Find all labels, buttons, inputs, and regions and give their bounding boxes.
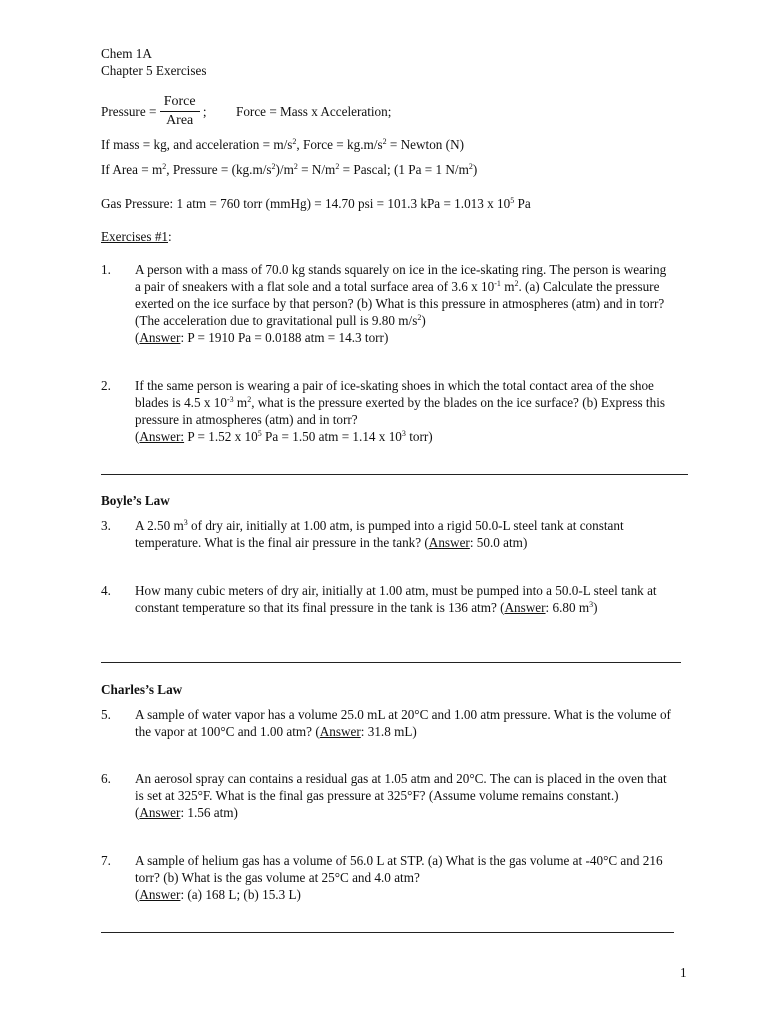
item-number: 5. [101, 707, 111, 722]
page-number: 1 [680, 965, 687, 980]
pressure-label: Pressure = [101, 104, 157, 119]
answer-line: (Answer: P = 1910 Pa = 0.0188 atm = 14.3 torr) [135, 330, 389, 345]
section-divider [101, 662, 681, 663]
section-divider [101, 474, 688, 475]
area-units-line: If Area = $m^2$, Pressure = $(kg.m/s^2)/m^2 = N/m^2$ = Pascal; (1 Pa = 1 $N/m^2$) [101, 162, 478, 177]
answer-line: (Answer: P = 1.52 x $10^5$ Pa = 1.50 atm = 1.14 x $10^3$ torr) [135, 429, 433, 444]
item-number: 6. [101, 771, 111, 786]
mass-units-line: If mass = kg, and acceleration = $m/s^2$, Force = $kg.m/s^2$ = Newton (N) [101, 137, 464, 152]
chapter-title: Chapter 5 Exercises [101, 63, 207, 78]
item-number: 4. [101, 583, 111, 598]
gas-pressure-conversions: Gas Pressure: 1 atm = 760 torr (mmHg) = 14.70 psi = 101.3 kPa = 1.013 x $10^5$ Pa [101, 196, 531, 211]
item-body: An aerosol spray can contains a residual gas at 1.05 atm and 20°C. The can is placed in the oven that is set at 325°F. What is the final gas pressure at 325°F? (Assume volume remains constant.) (Answer: 1.56 atm) [135, 771, 667, 820]
fraction-semicolon: ; [202, 104, 207, 119]
item-number: 7. [101, 853, 111, 868]
pressure-formula [101, 93, 207, 130]
item-number: 2. [101, 378, 111, 393]
boyles-law-heading: Boyle’s Law [101, 493, 170, 508]
course-title: Chem 1A [101, 46, 152, 61]
item-number: 3. [101, 518, 111, 533]
force-definition: Force = Mass x Acceleration; [236, 104, 392, 119]
section-divider [101, 932, 674, 933]
force-over-area-fraction [160, 93, 200, 130]
charles-law-heading: Charles’s Law [101, 682, 183, 697]
fraction-denominator: Area [166, 113, 194, 128]
fraction-numerator: Force [160, 93, 200, 112]
item-body: A 2.50 $m^3$ of dry air, initially at 1.00 atm, is pumped into a rigid 50.0-L steel tank at constant temperature. What is the final air pressure in the tank? (Answer: 50.0 atm) [135, 518, 624, 550]
item-number: 1. [101, 262, 111, 277]
item-body: How many cubic meters of dry air, initially at 1.00 atm, must be pumped into a 50.0-L steel tank at constant temperature so that its final pressure in the tank is 136 atm? (Answer: 6.80 $m^3$) [135, 583, 657, 615]
item-body: A sample of water vapor has a volume 25.0 mL at 20°C and 1.00 atm pressure. What is the volume of the vapor at 100°C and 1.00 atm? (Answer: 31.8 mL) [135, 707, 671, 739]
exercises-heading: Exercises #1: [101, 229, 172, 244]
item-body: A person with a mass of 70.0 kg stands squarely on ice in the ice-skating ring. The person is wearing a pair of sneakers with a flat sole and a total surface area of 3.6 x $10^{-1}$ $m^2$. (a) Calculate the pressure exerted on the ice surface by that person? (b) What is this pressure in atmospheres (atm) and in torr? (The acceleration due to gravitational pull is 9.80 $m/s^2$) (Answer: P = 1910 Pa = 0.0188 atm = 14.3 torr) [135, 261, 703, 346]
item-body: A sample of helium gas has a volume of 56.0 L at STP. (a) What is the gas volume at -40°C and 216 torr? (b) What is the gas volume at 25°C and 4.0 atm? (Answer: (a) 168 L; (b) 15.3 L) [135, 853, 663, 902]
item-body: If the same person is wearing a pair of ice-skating shoes in which the total contact area of the shoe blades is 4.5 x $10^{-3}$ $m^2$, what is the pressure exerted by the blades on the ice surface? (b) Express this pressure in atmospheres (atm) and in torr? (Answer: P = 1.52 x $10^5$ Pa = 1.50 atm = 1.14 x $10^3$ torr) [135, 377, 703, 445]
